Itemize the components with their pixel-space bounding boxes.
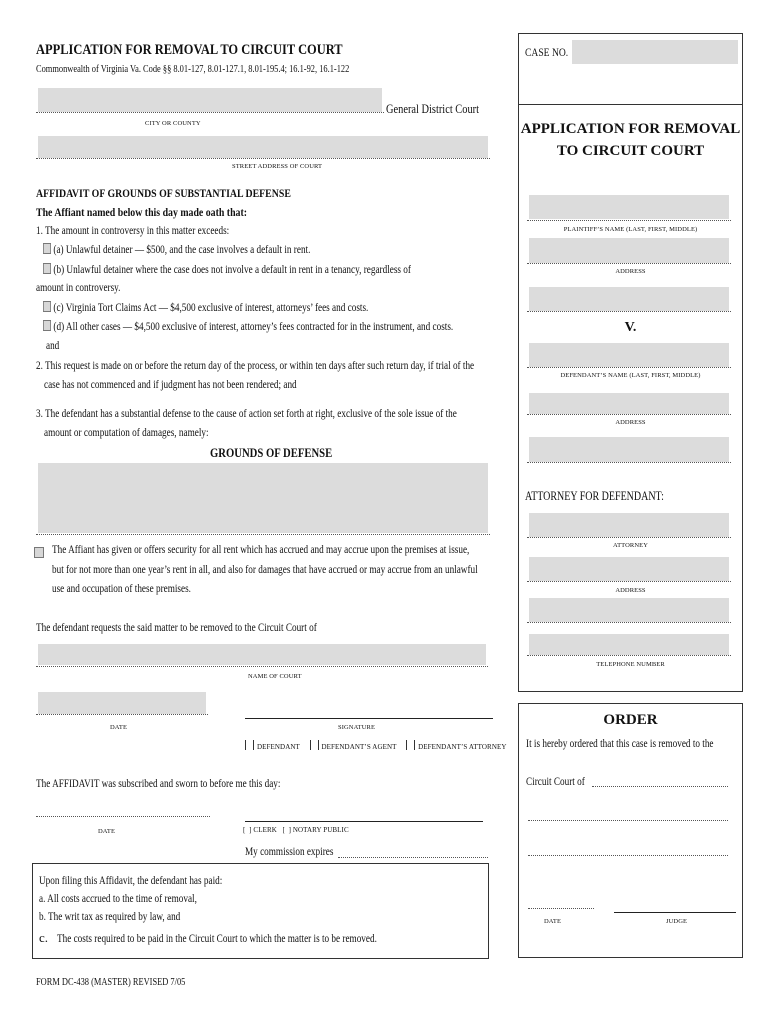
defendant-name-field[interactable] [529,343,729,367]
oath-text: The Affiant named below this day made oath that: [36,205,248,219]
option-a-checkbox[interactable] [43,243,51,254]
option-c[interactable]: (c) Virginia Tort Claims Act — $4,500 exclusive of interest, attorneys’ fees and costs. [43,301,368,315]
general-district-court-label: General District Court [386,101,479,116]
removal-request-text: The defendant requests the said matter to be removed to the Circuit Court of [36,622,317,634]
defendant-name-label: DEFENDANT’S NAME (LAST, FIRST, MIDDLE) [560,372,701,379]
affidavit-heading: AFFIDAVIT OF GROUNDS OF SUBSTANTIAL DEFENSE [36,186,291,200]
order-line-3[interactable] [528,855,728,856]
defendant-address-field[interactable] [529,393,729,414]
costs-item-c: The costs required to be paid in the Circuit Court to which the matter is to be removed. [57,933,377,945]
attorney-for-defendant-heading: ATTORNEY FOR DEFENDANT: [525,489,664,503]
official-role-options: [ ] CLERK [ ] NOTARY PUBLIC [243,826,349,834]
commission-expires-text: My commission expires [245,846,334,858]
defendant-address-field-2[interactable] [529,437,729,462]
judge-signature-line[interactable] [614,912,736,913]
option-c-checkbox[interactable] [43,301,51,312]
case-no-label: CASE NO. [525,45,569,59]
order-heading: ORDER [603,712,658,728]
form-title: APPLICATION FOR REMOVAL TO CIRCUIT COURT [36,42,343,58]
plaintiff-address-field-2[interactable] [529,287,729,311]
order-line-2[interactable] [528,820,728,821]
attorney-name-label: ATTORNEY [613,542,648,549]
signature-label: SIGNATURE [338,724,376,731]
role-attorney-checkbox[interactable] [406,740,415,750]
commission-expires-line[interactable] [338,857,488,858]
order-date-line[interactable] [528,908,594,909]
option-d[interactable]: (d) All other cases — $4,500 exclusive of interest, attorney’s fees contracted for in the instrument, and costs. [43,320,453,334]
statute-reference: Commonwealth of Virginia Va. Code §§ 8.01-127, 8.01-127.1, 8.01-195.4; 16.1-92, 16.1-122 [36,64,350,75]
signer-role-options: DEFENDANT DEFENDANT’S AGENT DEFENDANT’S ATTORNEY [245,740,507,751]
name-of-court-label: NAME OF COURT [248,673,302,680]
order-circuit-court-line[interactable] [592,786,728,787]
name-of-court-field[interactable] [38,644,486,665]
role-agent-checkbox[interactable] [310,740,319,750]
telephone-number-label: TELEPHONE NUMBER [596,661,665,668]
caption-title-1: APPLICATION FOR REMOVAL [520,121,741,137]
security-text-2: but for not more than one year’s rent in all, and also for damages that have accrued or may accrue from an unlawful [52,564,478,576]
plaintiff-address-label: ADDRESS [615,268,646,275]
date-field[interactable] [38,692,206,714]
costs-item-b: b. The writ tax as required by law, and [39,911,181,923]
official-signature-line[interactable] [245,821,483,822]
role-defendant-checkbox[interactable] [245,740,254,750]
attorney-address-label: ADDRESS [615,587,646,594]
street-address-label: STREET ADDRESS OF COURT [232,163,323,170]
case-number-field[interactable] [572,40,738,64]
attorney-address-field[interactable] [529,557,729,581]
order-circuit-court-label: Circuit Court of [526,776,585,788]
security-checkbox[interactable] [34,544,47,562]
city-or-county-label: CITY OR COUNTY [145,120,201,127]
sworn-date-line[interactable] [36,816,210,817]
security-text-3: use and occupation of these premises. [52,583,191,595]
option-a[interactable]: (a) Unlawful detainer — $500, and the case involves a default in rent. [43,243,310,257]
grounds-heading: GROUNDS OF DEFENSE [210,445,333,460]
option-b-checkbox[interactable] [43,263,51,274]
clerk-checkbox[interactable]: [ ] [243,826,252,834]
and-text: and [46,340,60,352]
order-text: It is hereby ordered that this case is removed to the [526,738,714,750]
judge-label: JUDGE [666,918,688,925]
costs-item-a: a. All costs accrued to the time of removal, [39,893,197,905]
costs-intro: Upon filing this Affidavit, the defendant has paid: [39,875,223,887]
versus-label: V. [624,320,637,335]
plaintiff-address-field[interactable] [529,238,729,263]
sworn-date-label: DATE [98,828,116,835]
sworn-text: The AFFIDAVIT was subscribed and sworn to before me this day: [36,778,281,790]
item-2-text: 2. This request is made on or before the return day of the process, or within ten days after such return day, if trial of the [36,360,475,372]
caption-title-2: TO CIRCUIT COURT [556,143,705,159]
grounds-of-defense-field[interactable] [38,463,488,533]
item-3-continued: amount or computation of damages, namely: [44,427,209,439]
attorney-address-field-2[interactable] [529,598,729,622]
form-number: FORM DC-438 (MASTER) REVISED 7/05 [36,977,186,988]
option-b[interactable]: (b) Unlawful detainer where the case does not involve a default in rent in a tenancy, regardless of [43,263,411,277]
option-b-continued: amount in controversy. [36,282,121,294]
attorney-name-field[interactable] [529,513,729,537]
date-label: DATE [110,724,128,731]
item-1-text: 1. The amount in controversy in this matter exceeds: [36,225,230,237]
option-d-checkbox[interactable] [43,320,51,331]
plaintiff-name-field[interactable] [529,195,729,219]
item-3-text: 3. The defendant has a substantial defense to the cause of action set forth at right, exclusive of the sole issue of the [36,408,457,420]
order-date-label: DATE [544,918,562,925]
security-text-1: The Affiant has given or offers security for all rent which has accrued and may accrue upon the premises at issue, [52,544,470,556]
defendant-address-label: ADDRESS [615,419,646,426]
notary-checkbox[interactable]: [ ] [282,826,291,834]
item-2-continued: case has not commenced and if judgment has not been rendered; and [44,379,297,391]
city-or-county-field[interactable] [38,88,382,112]
telephone-number-field[interactable] [529,634,729,655]
costs-item-c-letter: c. [39,930,49,945]
plaintiff-name-label: PLAINTIFF’S NAME (LAST, FIRST, MIDDLE) [563,226,698,233]
signature-line[interactable] [245,718,493,719]
street-address-field[interactable] [38,136,488,158]
